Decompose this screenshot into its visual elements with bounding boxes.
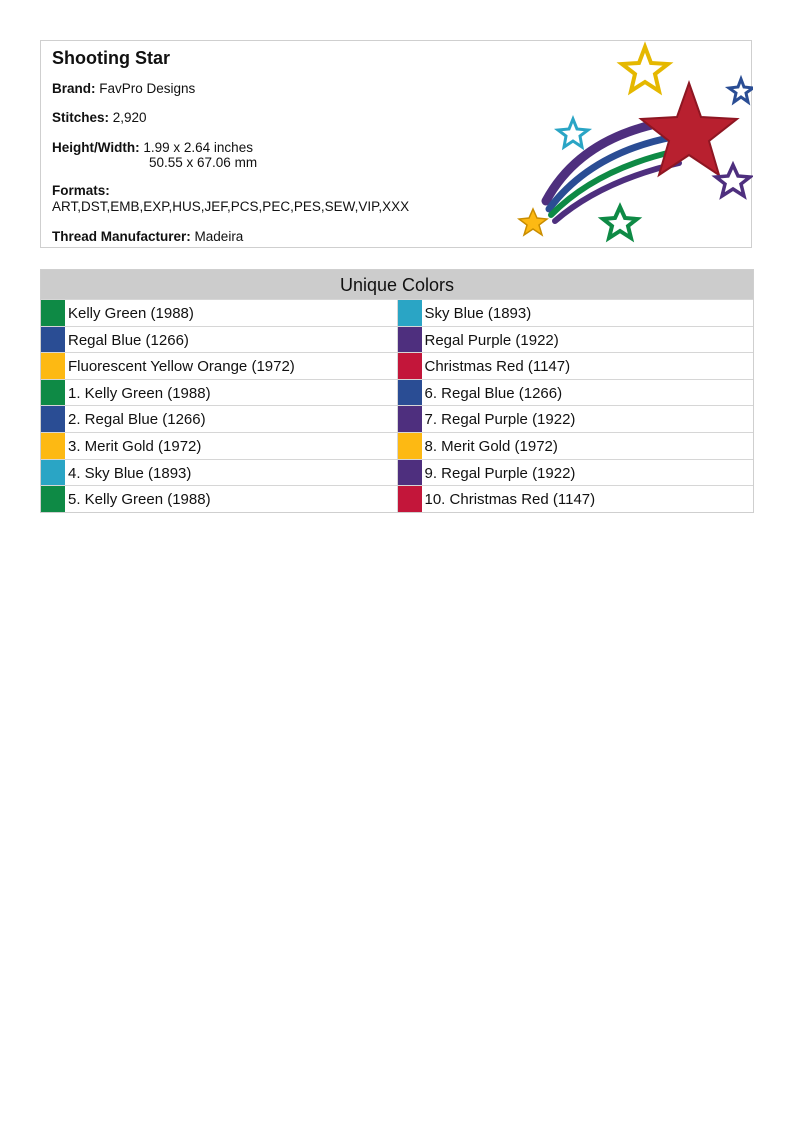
color-swatch (398, 353, 422, 379)
table-row (41, 432, 753, 459)
color-name: 7. Regal Purple (1922) (424, 411, 576, 429)
color-cell (41, 406, 397, 432)
design-title: Shooting Star (52, 48, 170, 68)
color-swatch (41, 300, 65, 326)
color-swatch (398, 380, 422, 406)
height-width-field (52, 141, 253, 155)
color-name: 5. Kelly Green (1988) (68, 491, 211, 509)
table-row (41, 299, 753, 326)
color-name: 9. Regal Purple (1922) (424, 464, 576, 482)
design-info-panel (40, 40, 752, 248)
stitches-label: Stitches: (52, 110, 110, 125)
color-cell (41, 486, 397, 512)
color-cell (41, 300, 397, 326)
color-swatch (41, 353, 65, 379)
color-cell (41, 433, 397, 459)
color-cell (397, 433, 754, 459)
color-name: Fluorescent Yellow Orange (1972) (68, 358, 295, 376)
brand-field (52, 82, 195, 96)
formats-field (52, 184, 110, 198)
color-name: 3. Merit Gold (1972) (68, 437, 202, 455)
color-swatch (398, 486, 422, 512)
color-swatch (41, 486, 65, 512)
brand-label: Brand: (52, 81, 96, 96)
color-cell (41, 327, 397, 353)
color-cell (397, 460, 754, 486)
color-cell (397, 327, 754, 353)
color-swatch (41, 433, 65, 459)
brand-value: FavPro Designs (99, 81, 196, 96)
color-name: 6. Regal Blue (1266) (424, 384, 563, 402)
color-swatch (398, 460, 422, 486)
color-swatch (398, 327, 422, 353)
color-name: Sky Blue (1893) (424, 305, 532, 322)
color-swatch (41, 380, 65, 406)
color-cell (397, 380, 754, 406)
color-name: 8. Merit Gold (1972) (424, 437, 558, 455)
color-swatch (398, 300, 422, 326)
color-name: 1. Kelly Green (1988) (68, 384, 211, 402)
color-rows (41, 299, 753, 512)
table-row (41, 405, 753, 432)
height-width-label: Height/Width: (52, 140, 140, 155)
table-row (41, 352, 753, 379)
stitches-value: 2,920 (112, 110, 147, 125)
table-row (41, 485, 753, 512)
table-row (41, 459, 753, 486)
red-star (641, 83, 737, 175)
color-name: Regal Blue (1266) (68, 331, 189, 349)
shooting-star-image (471, 41, 753, 247)
table-row (41, 379, 753, 406)
thread-value: Madeira (194, 229, 244, 244)
unique-colors-table (40, 269, 754, 513)
height-width-mm: 50.55 x 67.06 mm (149, 155, 258, 170)
color-swatch (41, 460, 65, 486)
thread-label: Thread Manufacturer: (52, 229, 191, 244)
table-row (41, 326, 753, 353)
color-name: 10. Christmas Red (1147) (424, 491, 596, 509)
formats-list: ART,DST,EMB,EXP,HUS,JEF,PCS,PEC,PES,SEW,VIP,XXX (52, 199, 410, 214)
color-cell (41, 460, 397, 486)
color-swatch (41, 406, 65, 432)
formats-label: Formats: (52, 183, 110, 198)
color-name: 2. Regal Blue (1266) (68, 411, 206, 429)
color-swatch (398, 433, 422, 459)
stitches-field (52, 111, 147, 125)
color-cell (397, 300, 754, 326)
color-cell (41, 380, 397, 406)
color-swatch (41, 327, 65, 353)
color-name: Regal Purple (1922) (424, 331, 559, 349)
thread-field (52, 230, 243, 244)
height-width-inches: 1.99 x 2.64 inches (143, 140, 253, 155)
color-cell (397, 353, 754, 379)
color-swatch (398, 406, 422, 432)
color-name: Kelly Green (1988) (68, 305, 194, 322)
unique-colors-header: Unique Colors (41, 270, 753, 299)
color-cell (41, 353, 397, 379)
color-cell (397, 406, 754, 432)
color-name: 4. Sky Blue (1893) (68, 464, 192, 482)
color-cell (397, 486, 754, 512)
color-name: Christmas Red (1147) (424, 358, 571, 376)
